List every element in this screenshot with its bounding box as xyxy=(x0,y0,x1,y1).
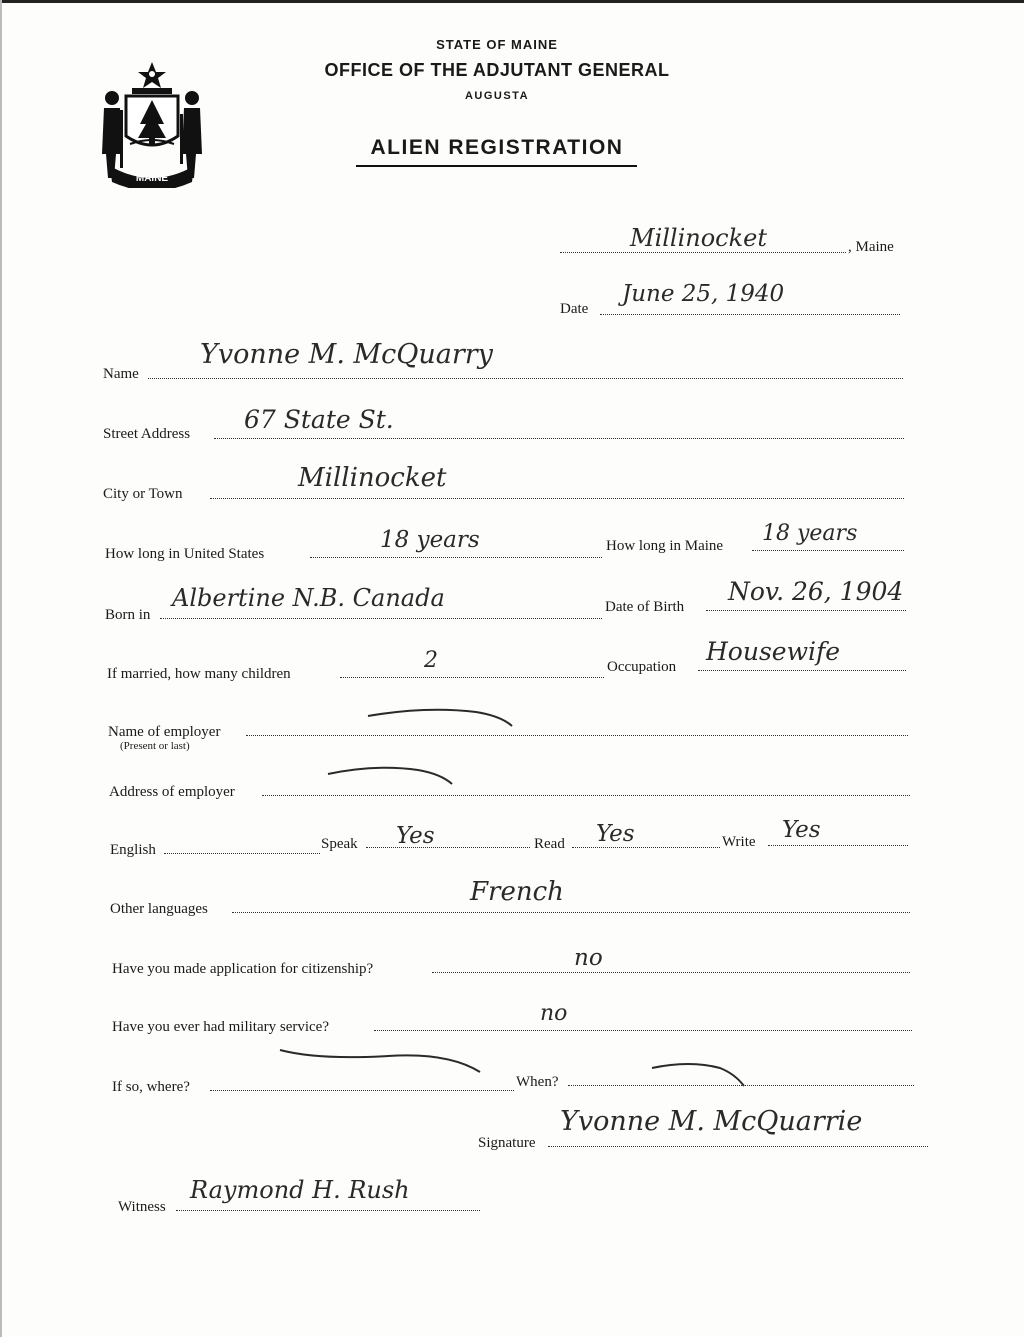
other-languages-label: Other languages xyxy=(110,901,208,917)
employer-address-line xyxy=(262,795,910,796)
witness-label: Witness xyxy=(118,1199,166,1215)
children-label: If married, how many children xyxy=(107,666,291,682)
employer-address-label: Address of employer xyxy=(109,784,235,800)
header-state: STATE OF MAINE xyxy=(436,37,558,52)
maine-label: , Maine xyxy=(848,239,894,255)
born-in-line xyxy=(160,618,602,619)
occupation-line xyxy=(698,670,906,671)
street-value: 67 State St. xyxy=(244,405,394,434)
town-value: Millinocket xyxy=(630,224,768,252)
employer-dash-mark xyxy=(366,704,516,728)
name-label: Name xyxy=(103,366,139,382)
date-line xyxy=(600,314,900,315)
when-dash-mark xyxy=(650,1058,750,1088)
born-in-value: Albertine N.B. Canada xyxy=(172,584,445,612)
born-in-label: Born in xyxy=(105,607,151,623)
occupation-label: Occupation xyxy=(607,659,677,675)
children-line xyxy=(340,677,604,678)
date-label: Date xyxy=(560,301,589,317)
how-long-maine-value: 18 years xyxy=(762,521,858,546)
header-city: AUGUSTA xyxy=(464,90,530,102)
where-dash-mark xyxy=(278,1044,484,1074)
when-label: When? xyxy=(516,1074,559,1090)
citizenship-label: Have you made application for citizenship? xyxy=(112,961,374,977)
employer-label: Name of employer xyxy=(108,724,221,740)
signature-value: Yvonne M. McQuarrie xyxy=(560,1106,863,1137)
employer-note: (Present or last) xyxy=(120,740,190,752)
header-office: OFFICE OF THE ADJUTANT GENERAL xyxy=(324,60,670,80)
dob-line xyxy=(706,610,906,611)
name-value: Yvonne M. McQuarry xyxy=(200,339,493,370)
city-value: Millinocket xyxy=(298,463,447,493)
read-value: Yes xyxy=(596,821,635,847)
english-label: English xyxy=(110,842,156,858)
other-languages-line xyxy=(232,912,910,913)
signature-label: Signature xyxy=(478,1135,536,1151)
speak-label: Speak xyxy=(321,836,358,852)
military-line xyxy=(374,1030,912,1031)
employer-address-dash-mark xyxy=(326,762,456,786)
speak-value: Yes xyxy=(396,823,435,849)
english-line xyxy=(164,853,320,854)
street-line xyxy=(214,438,904,439)
occupation-value: Housewife xyxy=(706,637,841,666)
form-title: ALIEN REGISTRATION xyxy=(370,136,624,159)
witness-value: Raymond H. Rush xyxy=(190,1176,410,1204)
military-label: Have you ever had military service? xyxy=(112,1019,329,1035)
scan-edge-left xyxy=(0,0,2,1337)
read-label: Read xyxy=(534,836,565,852)
other-languages-value: French xyxy=(470,877,564,907)
how-long-maine-label: How long in Maine xyxy=(606,538,724,554)
how-long-us-line xyxy=(310,557,602,558)
where-line xyxy=(210,1090,514,1091)
citizenship-value: no xyxy=(574,945,603,971)
write-line xyxy=(768,845,908,846)
how-long-maine-line xyxy=(752,550,904,551)
witness-line xyxy=(176,1210,480,1211)
city-label: City or Town xyxy=(103,486,183,502)
name-line xyxy=(148,378,903,379)
write-value: Yes xyxy=(782,817,821,843)
dob-label: Date of Birth xyxy=(605,599,685,615)
date-value: June 25, 1940 xyxy=(622,281,785,307)
citizenship-line xyxy=(432,972,910,973)
city-line xyxy=(210,498,904,499)
seal-text: MAINE xyxy=(135,173,169,184)
where-label: If so, where? xyxy=(112,1079,190,1095)
how-long-us-label: How long in United States xyxy=(105,546,265,562)
employer-line xyxy=(246,735,908,736)
children-value: 2 xyxy=(424,648,438,673)
read-line xyxy=(572,847,720,848)
signature-line xyxy=(548,1146,928,1147)
street-label: Street Address xyxy=(103,426,191,442)
write-label: Write xyxy=(722,834,756,850)
title-underline xyxy=(356,165,637,167)
dob-value: Nov. 26, 1904 xyxy=(728,577,904,606)
town-line xyxy=(560,252,846,253)
speak-line xyxy=(366,847,530,848)
how-long-us-value: 18 years xyxy=(380,527,480,553)
scan-edge-top xyxy=(0,0,1024,3)
military-value: no xyxy=(540,1001,568,1026)
